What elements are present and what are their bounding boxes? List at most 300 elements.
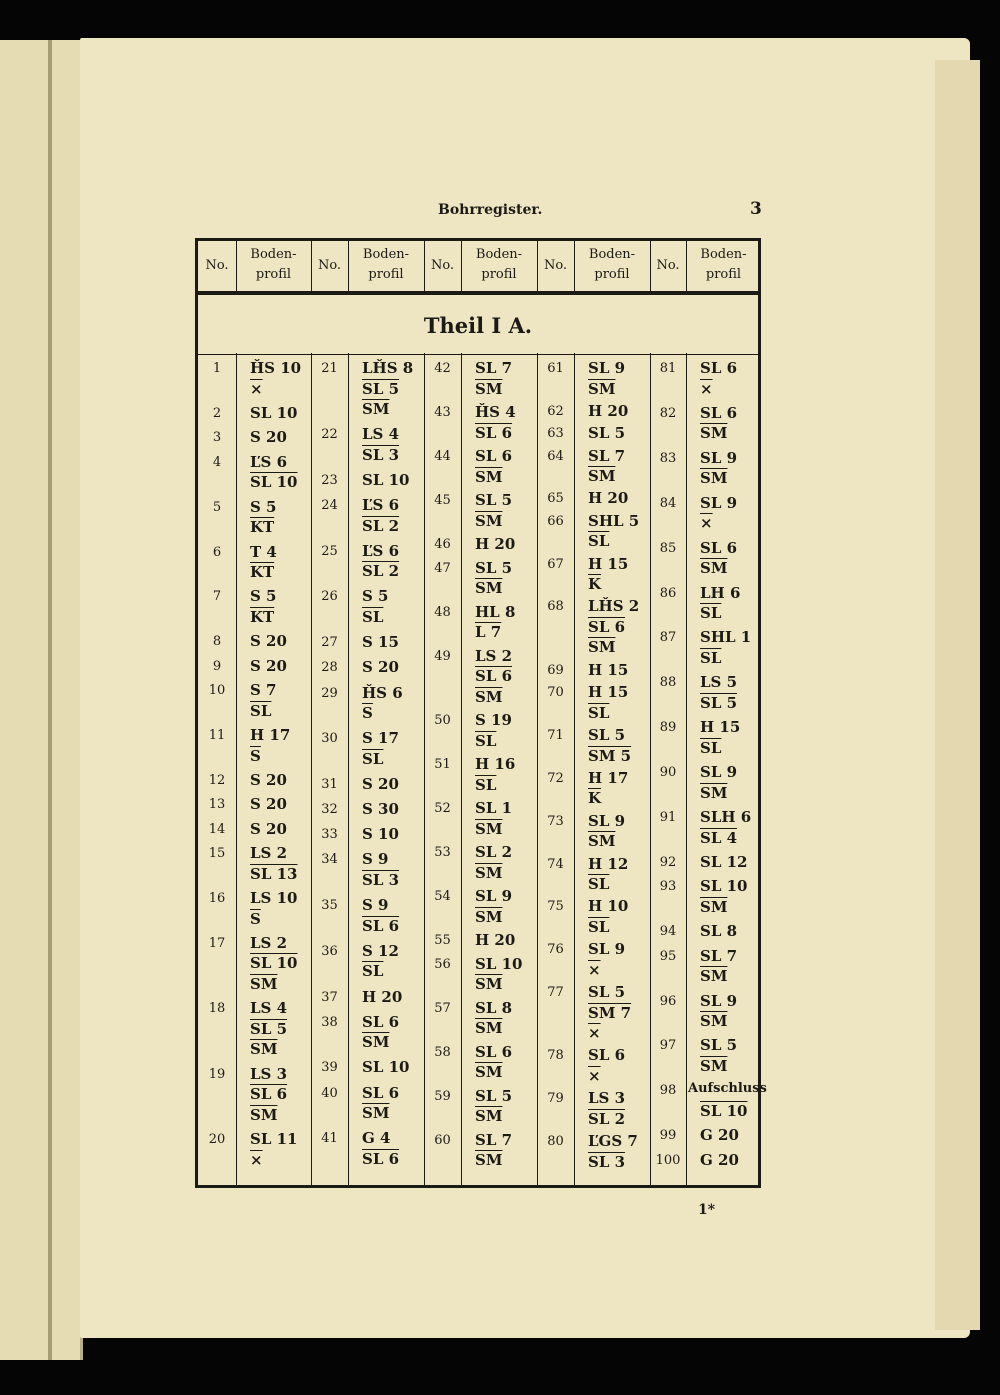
profile-layer: LS 10 — [250, 889, 298, 907]
entry-number: 55 — [434, 933, 451, 949]
profile-sublayer: $\overline{SM}$ — [700, 424, 728, 443]
section-rule — [198, 354, 758, 355]
entry-number: 10 — [208, 683, 226, 699]
profile-sublayer: $\overline{SM}$ — [475, 863, 503, 882]
entry-number: 27 — [321, 635, 338, 651]
profile-layer: S 12 — [362, 941, 399, 960]
column-divider — [461, 241, 462, 1185]
profile-sublayer: $\overline{SL}$ — [588, 532, 610, 551]
entry-number: 21 — [321, 361, 338, 376]
profile-layer: H 17 — [250, 726, 291, 744]
profile-layer: ȞS 6 — [362, 683, 403, 702]
profile-sublayer: $\overline{SL}$ — [588, 875, 610, 894]
profile-layer: S 15 — [362, 633, 399, 652]
entry-number: 96 — [659, 993, 677, 1009]
profile-sublayer: $\overline{SL}$ — [362, 749, 384, 768]
profile-layer: LS 5 — [700, 673, 738, 692]
entry-number: 76 — [547, 942, 564, 958]
profile-sublayer: SL 2 — [362, 516, 400, 535]
profile-layer: LS 4 — [250, 999, 288, 1018]
entry-number: 23 — [321, 472, 338, 488]
profile-layer: LS 2 — [250, 844, 288, 863]
profile-sublayer: ⨯ — [700, 514, 713, 533]
column-divider — [311, 241, 312, 1185]
profile-layer: H 12 — [588, 854, 629, 873]
profile-layer: T 4 — [250, 542, 277, 561]
profile-layer: SL 5 — [700, 1036, 738, 1055]
profile-layer: H 16 — [475, 755, 516, 774]
profile-layer: SL 7 — [475, 359, 513, 377]
entry-number: 9 — [212, 658, 222, 674]
profile-sublayer: SL 4 — [700, 828, 738, 847]
profile-sublayer: ⨯ — [700, 379, 713, 398]
profile-layer: SL 5 — [475, 491, 513, 510]
profile-layer: SL 10 — [700, 877, 748, 896]
entry-number: 43 — [434, 405, 451, 421]
profile-layer: SHL 5 — [588, 511, 640, 530]
page-edge-right — [935, 60, 980, 1330]
profile-sublayer: SL 10 — [700, 1101, 748, 1120]
profile-sublayer: $\overline{SM}$ — [475, 1151, 503, 1170]
profile-layer: SL 7 — [475, 1130, 513, 1149]
signature-mark: 1* — [698, 1202, 716, 1218]
entry-number: 11 — [208, 728, 226, 743]
column-divider — [537, 241, 538, 1185]
header-bodenprofil: Boden- profil — [250, 247, 297, 282]
entry-number: 86 — [659, 585, 677, 601]
profile-sublayer: $\overline{SM}$ — [362, 400, 390, 418]
entry-number: 18 — [208, 1001, 226, 1017]
profile-sublayer: SL 6 — [362, 916, 400, 935]
entry-number: 20 — [208, 1132, 226, 1148]
entry-number: 38 — [321, 1014, 338, 1030]
profile-layer: S 20 — [362, 774, 399, 793]
profile-sublayer: $\overline{K}$ — [588, 789, 602, 808]
book-binding — [48, 40, 52, 1360]
entry-number: 2 — [212, 405, 222, 421]
entry-number: 84 — [659, 495, 677, 511]
profile-layer: SL 5 — [475, 1086, 513, 1105]
entry-number: 59 — [434, 1088, 451, 1104]
entry-number: 97 — [659, 1038, 677, 1054]
profile-sublayer: $\overline{SL}$ — [588, 703, 610, 722]
entry-number: 70 — [547, 685, 564, 701]
profile-sublayer: $\overline{SM}$ — [700, 1056, 728, 1075]
profile-layer: LS 4 — [362, 425, 400, 444]
profile-sublayer: SL 2 — [362, 562, 400, 581]
entry-number: 99 — [659, 1128, 677, 1144]
profile-sublayer: ⨯ — [588, 1024, 601, 1043]
profile-sublayer: SL 5 — [250, 1019, 288, 1038]
entry-number: 46 — [434, 537, 451, 553]
profile-layer: SL 9 — [588, 940, 626, 959]
header-bodenprofil: Boden- profil — [700, 247, 747, 282]
profile-layer: H 20 — [588, 401, 629, 420]
entry-number: 65 — [547, 491, 564, 507]
entry-number: 26 — [321, 589, 338, 605]
entry-number: 75 — [547, 899, 564, 915]
entry-number: 90 — [659, 765, 677, 781]
entry-number: 5 — [212, 499, 222, 515]
entry-number: 24 — [321, 498, 338, 514]
entry-number: 40 — [321, 1085, 338, 1101]
profile-layer: S 5 — [250, 587, 277, 606]
entry-number: 3 — [212, 430, 222, 446]
profile-layer: SL 6 — [475, 1042, 513, 1061]
profile-sublayer: SL 6 — [362, 1149, 400, 1168]
header-no: No. — [543, 258, 568, 273]
profile-sublayer: $\overline{SM}$ — [475, 379, 503, 398]
profile-sublayer: $\overline{SM}$ — [475, 819, 503, 838]
entry-number: 67 — [547, 556, 564, 572]
profile-layer: ĽS 6 — [250, 452, 288, 471]
entry-number: 88 — [659, 675, 677, 691]
profile-layer: SL 6 — [362, 1012, 400, 1031]
profile-layer: SL 6 — [700, 359, 738, 377]
entry-number: 83 — [659, 450, 677, 466]
entry-number: 49 — [434, 648, 451, 664]
profile-sublayer: SL 3 — [362, 445, 400, 464]
profile-layer: S 5 — [362, 587, 389, 606]
profile-sublayer: $\overline{SM}$ — [475, 1019, 503, 1038]
profile-sublayer: $\overline{SM}$ — [588, 379, 616, 398]
profile-layer: SL 11 — [250, 1130, 298, 1149]
entry-number: 91 — [659, 810, 677, 825]
profile-sublayer: $\overline{S}$ — [362, 704, 373, 723]
header-bodenprofil: Boden- profil — [362, 247, 410, 282]
entry-number: 19 — [208, 1066, 226, 1082]
profile-sublayer: L 7 — [475, 623, 502, 642]
profile-layer: H 15 — [588, 554, 629, 573]
profile-layer: SL 9 — [588, 359, 626, 377]
profile-sublayer: $\overline{S}$ — [250, 909, 261, 928]
profile-sublayer: $\overline{SM}$ — [250, 1105, 278, 1124]
profile-sublayer: SL 13 — [250, 864, 298, 883]
entry-number: 44 — [434, 449, 451, 465]
entry-number: 81 — [659, 361, 677, 376]
profile-sublayer: $\overline{SL}$ — [588, 917, 610, 936]
entry-number: 100 — [655, 1152, 681, 1168]
entry-number: 51 — [434, 757, 451, 773]
profile-layer: S 30 — [362, 800, 399, 819]
entry-number: 61 — [547, 361, 564, 376]
entry-number: 58 — [434, 1044, 451, 1060]
profile-sublayer: $\overline{SL}$ — [700, 648, 722, 667]
profile-sublayer: $\overline{SM}$ — [475, 467, 503, 486]
header-no: No. — [317, 258, 342, 273]
profile-sublayer: SL 5 — [700, 693, 738, 712]
profile-sublayer: $\overline{SM}$ — [250, 974, 278, 993]
entry-number: 77 — [547, 985, 564, 1001]
profile-layer: LS 3 — [250, 1064, 288, 1083]
entry-number: 80 — [547, 1134, 564, 1150]
profile-sublayer: $\overline{SM}$ — [588, 832, 616, 851]
profile-sublayer: $\overline{SM}$ — [362, 1033, 390, 1052]
profile-layer: SL 12 — [700, 852, 748, 871]
entry-number: 4 — [212, 454, 222, 470]
profile-layer: H 20 — [475, 931, 516, 950]
profile-sublayer: SL 6 — [475, 667, 513, 686]
column-divider — [348, 241, 349, 1185]
profile-layer: SL 7 — [700, 946, 738, 965]
profile-sublayer: $\overline{SL}$ — [700, 738, 722, 757]
profile-layer: G 4 — [362, 1129, 391, 1148]
entry-number: 89 — [659, 720, 677, 736]
profile-sublayer: $\overline{SM}$ — [700, 967, 728, 986]
profile-sublayer: $\overline{SL}$ — [475, 731, 497, 750]
entry-number: 32 — [321, 802, 338, 818]
profile-layer: SLH 6 — [700, 808, 752, 826]
profile-layer: H 15 — [588, 660, 629, 679]
profile-layer: SL 1 — [475, 799, 513, 818]
profile-layer: SL 5 — [588, 726, 626, 744]
profile-layer: H 17 — [588, 768, 629, 787]
profile-sublayer: SL 6 — [588, 617, 626, 636]
entry-number: 85 — [659, 540, 677, 556]
entry-number: 13 — [208, 797, 226, 813]
profile-layer: SHL 1 — [700, 628, 752, 647]
column-divider — [236, 241, 237, 1185]
header-bodenprofil: Boden- profil — [475, 247, 523, 282]
entry-number: 33 — [321, 827, 338, 843]
entry-number: 72 — [547, 770, 564, 786]
profile-layer: SL 2 — [475, 843, 513, 862]
profile-sublayer: SL 6 — [250, 1085, 288, 1104]
profile-sublayer: $\overline{SL}$ — [700, 604, 722, 622]
entry-number: 48 — [434, 604, 451, 620]
profile-sublayer: $\overline{SM}$ — [700, 469, 728, 488]
entry-number: 1 — [212, 361, 222, 376]
entry-number: 64 — [547, 448, 564, 464]
profile-sublayer: $\overline{S}$ — [250, 746, 261, 765]
profile-layer: H 10 — [588, 897, 629, 916]
entry-number: 14 — [208, 821, 226, 837]
profile-sublayer: SL 5 — [362, 379, 400, 398]
entry-number: 52 — [434, 801, 451, 817]
entry-number: 50 — [434, 713, 451, 729]
profile-layer: H 15 — [588, 683, 629, 702]
profile-layer: SL 8 — [475, 998, 513, 1017]
entry-number: 57 — [434, 1000, 451, 1016]
entry-number: 63 — [547, 426, 564, 442]
profile-sublayer: $\overline{SM}$ — [475, 1063, 503, 1082]
entry-number: 69 — [547, 662, 564, 678]
profile-sublayer: ⨯ — [250, 1150, 263, 1169]
left-page-edge — [0, 40, 83, 1360]
profile-sublayer: $\overline{SM}$ — [475, 687, 503, 706]
profile-sublayer: ⨯ — [250, 379, 263, 398]
profile-layer: SL 6 — [362, 1083, 400, 1102]
entry-number: 34 — [321, 852, 338, 868]
profile-layer: S 5 — [250, 497, 277, 516]
profile-sublayer: SM 5 — [588, 746, 632, 765]
profile-layer: LS 2 — [250, 933, 288, 952]
profile-layer: H 15 — [700, 718, 741, 737]
profile-sublayer: $\overline{SM}$ — [700, 559, 728, 578]
entry-number: 25 — [321, 543, 338, 559]
profile-layer: LS 3 — [588, 1089, 626, 1108]
profile-sublayer: $\overline{KT}$ — [250, 607, 275, 626]
profile-sublayer: SL 6 — [475, 423, 513, 442]
entry-number: 68 — [547, 599, 564, 615]
entry-number: 98 — [659, 1083, 677, 1099]
profile-layer: S 20 — [250, 656, 287, 675]
profile-layer: SL 6 — [588, 1046, 626, 1065]
entry-number: 35 — [321, 898, 338, 914]
profile-sublayer: SL 3 — [588, 1152, 626, 1171]
profile-layer: LS 2 — [475, 646, 513, 665]
profile-layer: ĽS 6 — [362, 496, 400, 515]
entry-number: 7 — [212, 589, 222, 605]
entry-number: 42 — [434, 361, 451, 376]
profile-layer: SL 8 — [700, 922, 738, 941]
entry-number: 31 — [321, 776, 338, 792]
entry-number: 62 — [547, 403, 564, 419]
entry-number: 36 — [321, 943, 338, 959]
profile-layer: S 20 — [250, 428, 287, 447]
section-title: Theil I A. — [423, 313, 533, 338]
profile-sublayer: ⨯ — [588, 960, 601, 979]
profile-sublayer: $\overline{SM}$ — [700, 1012, 728, 1030]
header-bodenprofil: Boden- profil — [588, 247, 636, 282]
profile-layer: SL 9 — [700, 493, 738, 512]
entry-number: 16 — [208, 891, 226, 906]
profile-sublayer: $\overline{SM}$ — [475, 579, 503, 598]
profile-layer: SL 9 — [588, 811, 626, 830]
entry-number: 60 — [434, 1132, 451, 1148]
profile-layer: SL 10 — [250, 403, 298, 422]
profile-layer: SL 6 — [475, 447, 513, 466]
column-divider — [574, 241, 575, 1185]
profile-sublayer: SL 2 — [588, 1109, 626, 1128]
profile-sublayer: $\overline{SL}$ — [475, 775, 497, 794]
entry-number: 30 — [321, 731, 338, 747]
entry-number: 6 — [212, 544, 222, 560]
profile-layer: S 19 — [475, 711, 512, 730]
borehole-register-table — [195, 238, 767, 1188]
profile-layer: S 20 — [362, 658, 399, 677]
profile-layer: Aufschluss — [688, 1081, 767, 1097]
entry-number: 45 — [434, 493, 451, 509]
profile-sublayer: ⨯ — [588, 1066, 601, 1085]
profile-layer: SL 7 — [588, 446, 626, 465]
profile-layer: S 20 — [250, 819, 287, 838]
page-number: 3 — [750, 199, 762, 219]
profile-layer: S 20 — [250, 632, 287, 651]
profile-sublayer: $\overline{SM}$ — [700, 897, 728, 916]
profile-sublayer: $\overline{SM}$ — [475, 511, 503, 530]
entry-number: 53 — [434, 845, 451, 861]
profile-layer: SL 10 — [475, 954, 523, 973]
profile-sublayer: $\overline{SM}$ — [250, 1040, 278, 1059]
entry-number: 82 — [659, 405, 677, 421]
entry-number: 54 — [434, 889, 451, 905]
profile-sublayer: $\overline{SM}$ — [475, 907, 503, 926]
profile-layer: S 9 — [362, 896, 389, 915]
profile-layer: S 9 — [362, 850, 389, 869]
profile-layer: G 20 — [700, 1126, 739, 1145]
profile-layer: HL 8 — [475, 602, 516, 621]
profile-layer: LȞS 2 — [588, 597, 640, 616]
entry-number: 28 — [321, 660, 338, 676]
profile-layer: SL 9 — [700, 991, 738, 1010]
profile-sublayer: SL 3 — [362, 870, 400, 889]
entry-number: 39 — [321, 1060, 338, 1076]
profile-sublayer: $\overline{SM}$ — [700, 783, 728, 802]
entry-number: 41 — [321, 1131, 338, 1147]
column-divider — [686, 241, 687, 1185]
profile-sublayer: $\overline{SM}$ — [475, 975, 503, 994]
profile-sublayer: SM 7 — [588, 1003, 632, 1022]
entry-number: 87 — [659, 630, 677, 646]
profile-sublayer: $\overline{SM}$ — [588, 467, 616, 486]
profile-sublayer: SL 10 — [250, 954, 298, 973]
profile-layer: SL 10 — [362, 470, 410, 489]
entry-number: 94 — [659, 924, 677, 940]
profile-sublayer: SL 10 — [250, 473, 298, 492]
header-no: No. — [430, 258, 455, 273]
profile-layer: ȞS 4 — [475, 403, 516, 422]
profile-layer: H 20 — [588, 489, 629, 508]
profile-layer: SL 5 — [588, 424, 626, 443]
entry-number: 29 — [321, 685, 338, 701]
entry-number: 93 — [659, 879, 677, 895]
profile-sublayer: $\overline{KT}$ — [250, 563, 275, 581]
profile-layer: SL 5 — [475, 558, 513, 577]
profile-sublayer: $\overline{SM}$ — [362, 1104, 390, 1123]
profile-sublayer: $\overline{KT}$ — [250, 518, 275, 537]
entry-number: 73 — [547, 813, 564, 829]
entry-number: 66 — [547, 513, 564, 529]
profile-layer: SL 10 — [362, 1058, 410, 1077]
profile-layer: H 20 — [362, 987, 403, 1006]
profile-sublayer: $\overline{SM}$ — [475, 1107, 503, 1126]
profile-sublayer: $\overline{SL}$ — [362, 607, 384, 626]
profile-sublayer: $\overline{SL}$ — [362, 962, 384, 981]
profile-layer: SL 6 — [700, 403, 738, 422]
entry-number: 92 — [659, 854, 677, 870]
profile-layer: LȞS 8 — [362, 359, 414, 377]
profile-layer: S 20 — [250, 770, 287, 789]
entry-number: 56 — [434, 956, 451, 972]
profile-sublayer: $\overline{SL}$ — [250, 701, 272, 720]
entry-number: 74 — [547, 856, 564, 872]
profile-layer: ĽGS 7 — [588, 1132, 638, 1151]
entry-number: 71 — [547, 728, 564, 743]
entry-number: 17 — [208, 935, 226, 951]
entry-number: 8 — [212, 634, 222, 650]
profile-layer: SL 5 — [588, 983, 626, 1002]
profile-layer: H 20 — [475, 535, 516, 554]
entry-number: 47 — [434, 560, 451, 576]
entry-number: 22 — [321, 427, 338, 443]
profile-layer: S 17 — [362, 729, 399, 748]
entry-number: 15 — [208, 846, 226, 862]
profile-sublayer: $\overline{K}$ — [588, 575, 602, 594]
profile-layer: S 20 — [250, 795, 287, 814]
profile-layer: S 10 — [362, 825, 399, 844]
profile-layer: LH 6 — [700, 583, 741, 602]
profile-layer: SL 6 — [700, 538, 738, 557]
running-header: Bohrregister. — [438, 202, 543, 218]
profile-layer: SL 9 — [700, 763, 738, 782]
profile-layer: SL 9 — [700, 448, 738, 467]
entry-number: 78 — [547, 1048, 564, 1064]
header-no: No. — [656, 258, 680, 273]
entry-number: 12 — [208, 772, 226, 788]
profile-sublayer: $\overline{SM}$ — [588, 638, 616, 657]
profile-layer: SL 9 — [475, 887, 513, 906]
